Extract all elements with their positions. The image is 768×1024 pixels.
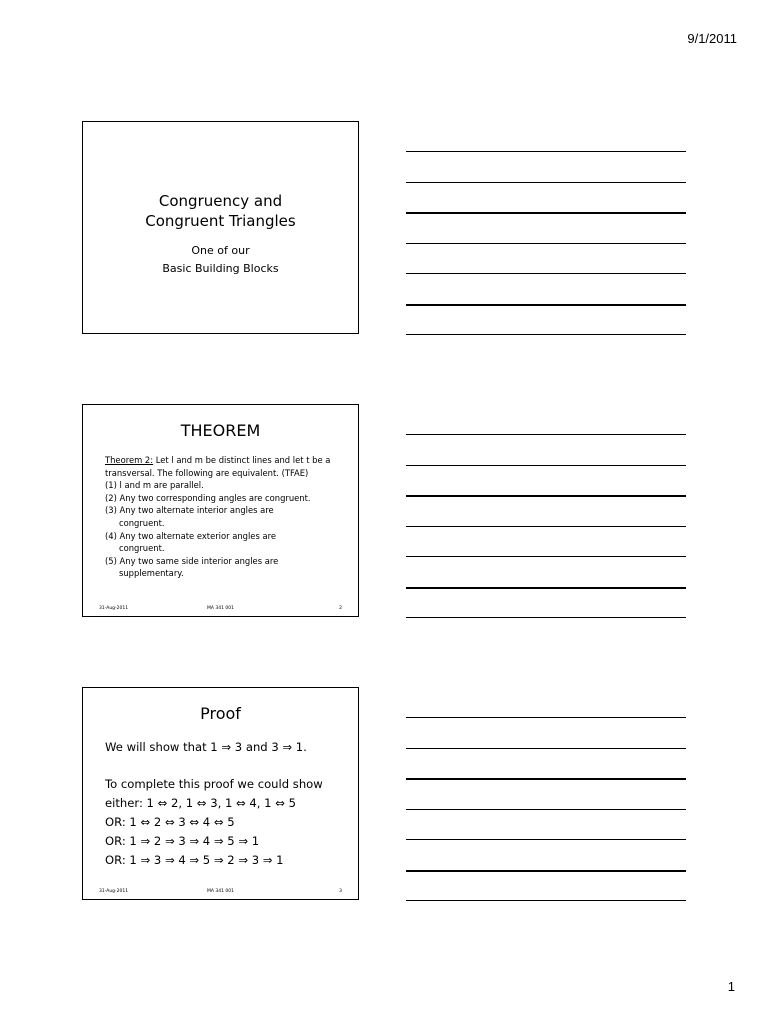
subtitle-line-2: Basic Building Blocks xyxy=(162,262,279,275)
theorem-intro xyxy=(105,454,345,479)
footer-slide-number: 3 xyxy=(339,889,342,894)
footer-slide-number: 2 xyxy=(339,606,342,611)
footer-course: MA 341 001 xyxy=(207,606,234,611)
note-line xyxy=(406,900,686,901)
footer-date: 31-Aug-2011 xyxy=(99,606,129,611)
theorem-item-continuation: congruent. xyxy=(119,517,165,528)
footer-date: 31-Aug-2011 xyxy=(99,889,129,894)
slide-heading: Proof xyxy=(200,704,241,723)
note-line xyxy=(406,587,686,589)
slide-title xyxy=(82,121,359,334)
proof-body xyxy=(105,738,350,870)
title-line-2: Congruent Triangles xyxy=(145,212,296,230)
note-line xyxy=(406,495,686,497)
note-line xyxy=(406,526,686,527)
note-line xyxy=(406,212,686,214)
proof-line: either: 1 ⇔ 2, 1 ⇔ 3, 1 ⇔ 4, 1 ⇔ 5 xyxy=(105,796,296,810)
slide-heading: THEOREM xyxy=(180,421,261,440)
theorem-body xyxy=(105,454,345,580)
title-line-1: Congruency and xyxy=(158,192,283,210)
subtitle-line-1: One of our xyxy=(191,244,250,257)
note-line xyxy=(406,839,686,840)
theorem-intro-text: Let l and m be distinct lines and let t be a transversal. The following are equivalent. (TFAE) xyxy=(105,455,331,478)
footer-course: MA 341 001 xyxy=(207,889,234,894)
page-date: 9/1/2011 xyxy=(687,31,737,46)
theorem-item: (1) l and m are parallel. xyxy=(105,480,204,491)
page-number: 1 xyxy=(727,979,735,994)
theorem-item-continuation: congruent. xyxy=(119,543,165,554)
slide-title-heading xyxy=(83,191,358,231)
note-line xyxy=(406,434,686,435)
theorem-item: (3) Any two alternate interior angles are xyxy=(105,505,274,516)
proof-line: OR: 1 ⇒ 2 ⇒ 3 ⇒ 4 ⇒ 5 ⇒ 1 xyxy=(105,834,260,848)
note-line xyxy=(406,717,686,718)
theorem-item: (4) Any two alternate exterior angles are xyxy=(105,530,277,541)
note-line xyxy=(406,465,686,466)
slide-theorem xyxy=(82,404,359,617)
proof-line: We will show that 1 ⇒ 3 and 3 ⇒ 1. xyxy=(105,740,307,754)
theorem-item: (5) Any two same side interior angles are xyxy=(105,555,279,566)
note-line xyxy=(406,151,686,152)
note-line xyxy=(406,809,686,810)
proof-line: To complete this proof we could show xyxy=(105,777,323,791)
theorem-item: (2) Any two corresponding angles are congruent. xyxy=(105,492,311,503)
note-line xyxy=(406,304,686,306)
note-line xyxy=(406,334,686,335)
theorem-label: Theorem 2: xyxy=(105,455,154,465)
slide-proof xyxy=(82,687,359,900)
proof-line: OR: 1 ⇔ 2 ⇔ 3 ⇔ 4 ⇔ 5 xyxy=(105,815,235,829)
note-line xyxy=(406,273,686,274)
note-line xyxy=(406,778,686,780)
note-line xyxy=(406,870,686,872)
note-line xyxy=(406,556,686,557)
theorem-item-continuation: supplementary. xyxy=(119,568,184,579)
theorem-list xyxy=(105,479,345,580)
note-line xyxy=(406,243,686,244)
note-line xyxy=(406,182,686,183)
slide-subtitle xyxy=(83,242,358,278)
note-line xyxy=(406,617,686,618)
proof-line: OR: 1 ⇒ 3 ⇒ 4 ⇒ 5 ⇒ 2 ⇒ 3 ⇒ 1 xyxy=(105,853,284,867)
note-line xyxy=(406,748,686,749)
